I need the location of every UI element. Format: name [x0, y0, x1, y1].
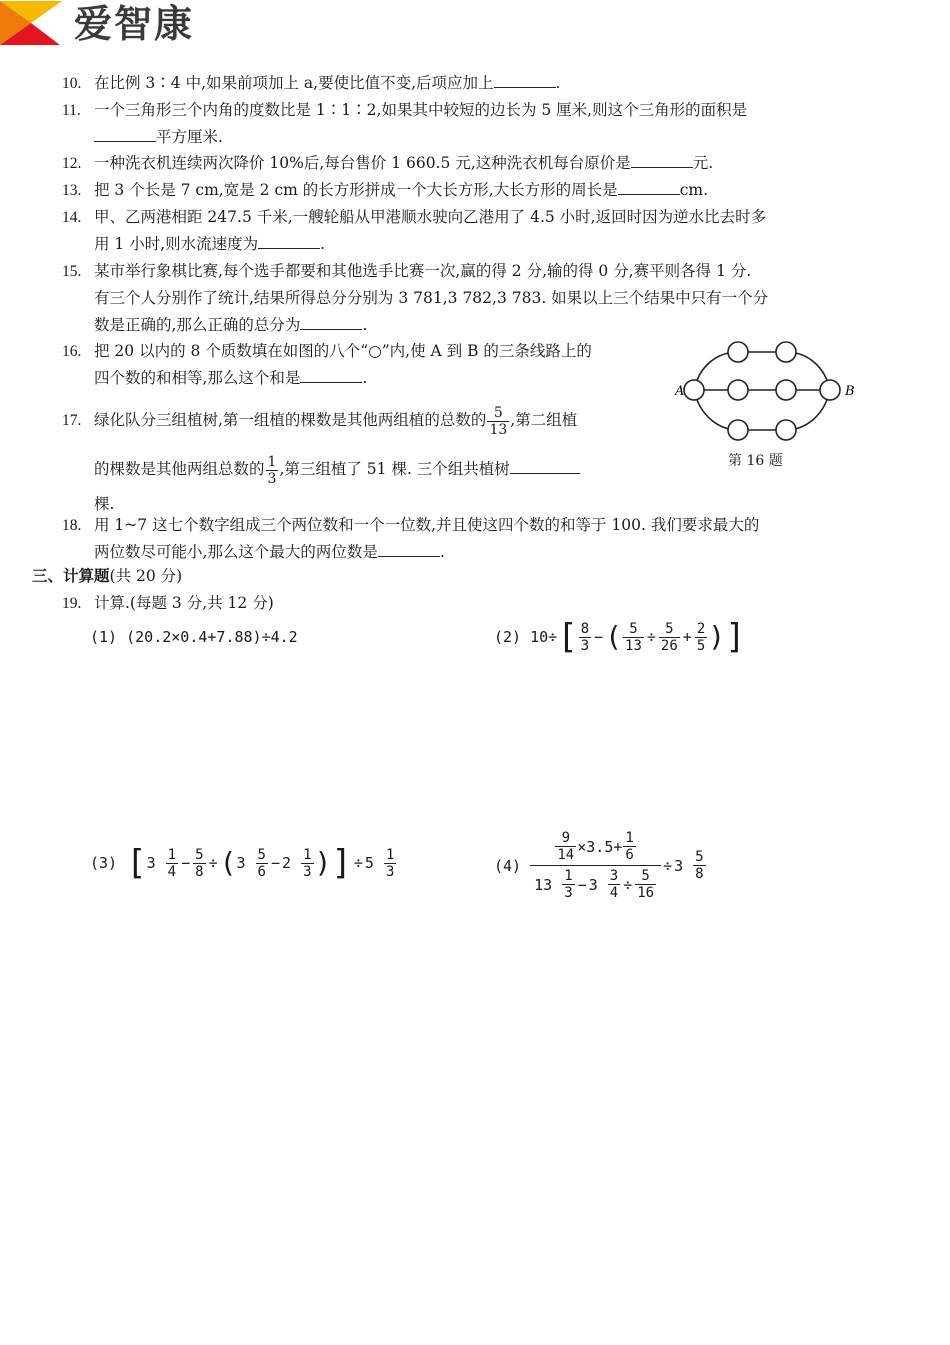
problem-label: (2)	[494, 628, 522, 646]
brand-logo-icon	[0, 1, 62, 47]
question-16	[62, 338, 592, 392]
question-number: 19.	[62, 595, 82, 612]
question-text: 平方厘米.	[156, 128, 223, 146]
question-10	[62, 70, 560, 97]
question-17	[62, 400, 580, 519]
question-text: .	[555, 74, 561, 92]
paren: (	[219, 846, 237, 879]
problem-19-4	[494, 830, 707, 901]
operator: ÷	[353, 854, 363, 872]
question-text: 一个三角形三个内角的度数比是 1∶1∶2,如果其中较短的边长为 5 厘米,则这个三角形的面积是	[94, 101, 748, 119]
answer-blank[interactable]	[510, 459, 580, 474]
question-text: ,第三组植了 51 棵. 三个组共植树	[279, 460, 510, 478]
mixed-number: 2 $\frac{1}{3}$	[282, 846, 312, 880]
fraction: $\frac{5}{8}$	[195, 846, 204, 880]
question-14	[62, 204, 766, 258]
answer-blank[interactable]	[494, 73, 556, 88]
question-text: 把 20 以内的 8 个质数填在如图的八个“○”内,使 A 到 B 的三条线路上的	[94, 342, 592, 360]
question-12	[62, 150, 713, 177]
question-text: 甲、乙两港相距 247.5 千米,一艘轮船从甲港顺水驶向乙港用了 4.5 小时,返回时因为逆水比去时多	[94, 208, 767, 226]
question-text: 棵.	[94, 495, 115, 513]
bracket: ]	[725, 617, 746, 657]
fraction: $\frac{5}{26}$	[660, 620, 678, 654]
question-text: 两位数尽可能小,那么这个最大的两位数是	[94, 543, 378, 561]
question-text: 数是正确的,那么正确的总分为	[94, 316, 301, 334]
question-number: 13.	[62, 182, 82, 199]
paren: )	[708, 620, 726, 653]
question-text: 绿化队分三组植树,第一组植的棵数是其他两组植的总数的	[94, 411, 487, 429]
question-text: .	[362, 316, 368, 334]
brand-logo	[0, 0, 194, 48]
question-text: 在比例 3∶4 中,如果前项加上 a,要使比值不变,后项应加上	[94, 74, 494, 92]
problem-label: (4)	[494, 856, 522, 875]
section-title: 三、计算题	[32, 567, 110, 585]
mixed-number: 3 $\frac{5}{8}$	[674, 849, 704, 882]
question-number: 17.	[62, 412, 82, 429]
operator: −	[181, 854, 191, 872]
question-text: 用 1 小时,则水流速度为	[94, 235, 259, 253]
question-text: 用 1~7 这七个数字组成三个两位数和一个一位数,并且使这四个数的和等于 100. 我们要求最大的	[94, 516, 760, 534]
question-text: 元.	[692, 154, 714, 172]
answer-blank[interactable]	[378, 542, 440, 557]
question-text: 四个数的和相等,那么这个和是	[94, 369, 301, 387]
question-text: 一种洗衣机连续两次降价 10%后,每台售价 1 660.5 元,这种洗衣机每台原价是	[94, 154, 631, 172]
question-text: 某市举行象棋比赛,每个选手都要和其他选手比赛一次,赢的得 2 分,输的得 0 分,赛平则各得 1 分.	[94, 262, 752, 280]
fraction: $\frac{5}{13}$	[625, 620, 642, 654]
question-text: 把 3 个长是 7 cm,宽是 2 cm 的长方形拼成一个大长方形,大长方形的周长是	[94, 181, 618, 199]
bracket: [	[557, 617, 578, 657]
mixed-number: 5 $\frac{1}{3}$	[364, 846, 395, 880]
answer-blank[interactable]	[631, 153, 693, 168]
fraction: $\frac{2}{5}$	[696, 620, 706, 654]
section-points: (共 20 分)	[109, 567, 183, 585]
complex-fraction: $\frac{9}{14}$ ×3.5+ $\frac{1}{6}$ 13 $\frac{1}{3}$ − 3 $\frac{3}{4}$ ÷ $\frac{5}{16}$	[530, 830, 661, 901]
answer-blank[interactable]	[94, 127, 156, 142]
question-number: 16.	[62, 343, 82, 360]
question-text: .	[362, 369, 368, 387]
question-11	[62, 97, 747, 151]
operator: ÷	[646, 628, 656, 646]
fraction: $\frac{8}{3}$	[580, 620, 590, 654]
answer-blank[interactable]	[618, 180, 680, 195]
fraction: $\frac{5}{13}$	[489, 404, 508, 438]
figure-caption: 第 16 题	[728, 453, 783, 469]
problem-19-3	[90, 843, 397, 883]
question-number: 12.	[62, 155, 82, 172]
question-number: 18.	[62, 517, 82, 534]
question-15	[62, 258, 768, 339]
mixed-number: 3 $\frac{1}{4}$	[146, 846, 177, 880]
fraction: $\frac{1}{3}$	[267, 453, 277, 487]
question-number: 11.	[62, 102, 81, 119]
question-text: .	[320, 235, 326, 253]
question-text: ,第二组植	[510, 411, 578, 429]
problem-19-1	[90, 628, 298, 646]
operator: +	[682, 628, 692, 646]
answer-blank[interactable]	[258, 234, 320, 249]
node-label-b: B	[845, 384, 855, 399]
figure-16-diagram	[670, 338, 860, 448]
question-19	[62, 590, 274, 617]
question-number: 14.	[62, 209, 82, 226]
expression-part: ×3.5+	[577, 837, 623, 856]
problem-label: (3)	[90, 854, 118, 872]
paren: (	[605, 620, 623, 653]
operator: ÷	[663, 856, 673, 875]
question-number: 10.	[62, 75, 82, 92]
bracket: ]	[331, 843, 352, 883]
question-13	[62, 177, 708, 204]
question-number: 15.	[62, 263, 82, 280]
operator: ÷	[208, 854, 218, 872]
question-text: 计算.(每题 3 分,共 12 分)	[94, 594, 274, 612]
node-label-a: A	[675, 384, 685, 399]
answer-blank[interactable]	[300, 315, 362, 330]
question-text: cm.	[679, 181, 708, 199]
brand-name: 爱智康	[74, 2, 195, 46]
section-3-heading	[32, 564, 182, 588]
question-text: 的棵数是其他两组总数的	[94, 460, 265, 478]
question-text: 有三个人分别作了统计,结果所得总分分别为 3 781,3 782,3 783. 如果以上三个结果中只有一个分	[94, 289, 769, 307]
expression-part: 10÷	[530, 628, 558, 646]
problem-label: (1)	[90, 628, 118, 646]
answer-blank[interactable]	[300, 368, 362, 383]
operator: −	[594, 628, 604, 646]
paren: )	[314, 846, 332, 879]
problem-expression: (20.2×0.4+7.88)÷4.2	[126, 628, 298, 646]
problem-19-2	[494, 617, 746, 657]
question-18	[62, 512, 759, 566]
bracket: [	[126, 843, 147, 883]
mixed-number: 3 $\frac{5}{6}$	[236, 846, 266, 880]
question-text: .	[439, 543, 445, 561]
operator: −	[270, 854, 280, 872]
